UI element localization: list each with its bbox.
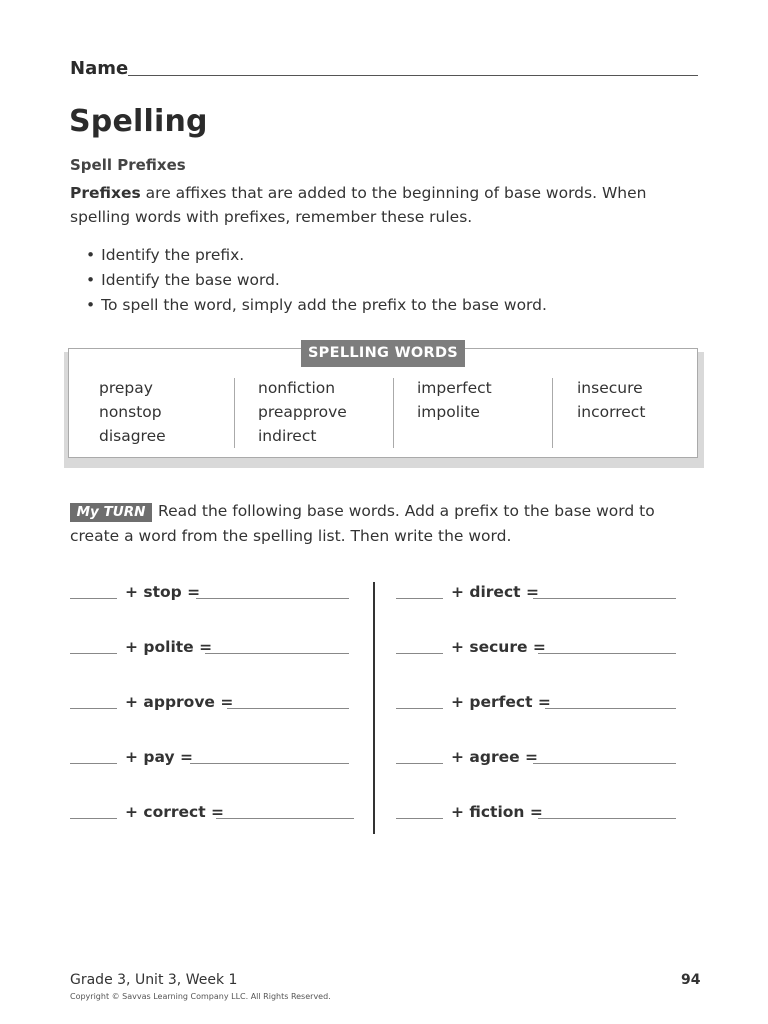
rule-item: • Identify the base word. (86, 268, 547, 293)
answer-blank[interactable] (190, 763, 349, 764)
rule-item: • To spell the word, simply add the prefix to the base word. (86, 293, 547, 318)
answer-blank[interactable] (216, 818, 354, 819)
spelling-word: insecure (577, 379, 643, 397)
answer-blank[interactable] (545, 708, 676, 709)
page-title: Spelling (69, 104, 208, 139)
prefix-blank[interactable] (70, 818, 117, 819)
spelling-word: nonstop (99, 403, 162, 421)
page-number: 94 (681, 972, 701, 988)
footer-grade: Grade 3, Unit 3, Week 1 (70, 972, 238, 988)
answer-blank[interactable] (205, 653, 349, 654)
name-label: Name (70, 58, 129, 79)
spelling-word: incorrect (577, 403, 646, 421)
exercise-prompt: + approve = (125, 693, 234, 711)
exercise-prompt: + fiction = (451, 803, 543, 821)
prefix-blank[interactable] (396, 598, 443, 599)
spelling-word: nonfiction (258, 379, 336, 397)
column-separator (393, 378, 394, 448)
prefix-blank[interactable] (396, 763, 443, 764)
prefix-blank[interactable] (70, 708, 117, 709)
answer-blank[interactable] (538, 818, 676, 819)
spelling-word: imperfect (417, 379, 492, 397)
footer-copyright: Copyright © Savvas Learning Company LLC. All Rights Reserved. (70, 992, 331, 1001)
rule-item: • Identify the prefix. (86, 243, 547, 268)
answer-blank[interactable] (533, 598, 676, 599)
prefix-blank[interactable] (70, 598, 117, 599)
spelling-word: disagree (99, 427, 166, 445)
answer-blank[interactable] (196, 598, 349, 599)
prefix-blank[interactable] (396, 818, 443, 819)
intro-bold-term: Prefixes (70, 184, 141, 202)
spelling-word: indirect (258, 427, 317, 445)
prefix-blank[interactable] (70, 653, 117, 654)
word-column-2 (258, 376, 347, 448)
exercise-prompt: + agree = (451, 748, 538, 766)
section-subtitle: Spell Prefixes (70, 156, 186, 174)
exercise-divider (373, 582, 375, 834)
exercise-prompt: + polite = (125, 638, 213, 656)
exercise-prompt: + stop = (125, 583, 201, 601)
exercise-prompt: + correct = (125, 803, 225, 821)
my-turn-instructions: Read the following base words. Add a prefix to the base word to create a word from the spelling list. Then write the word. (70, 502, 655, 545)
intro-text: are affixes that are added to the beginning of base words. When spelling words with prefixes, remember these rules. (70, 184, 647, 226)
answer-blank[interactable] (533, 763, 676, 764)
prefix-blank[interactable] (396, 708, 443, 709)
word-column-4 (577, 376, 645, 424)
rules-list (86, 243, 547, 318)
prefix-blank[interactable] (396, 653, 443, 654)
spelling-word: prepay (99, 379, 153, 397)
column-separator (552, 378, 553, 448)
answer-blank[interactable] (538, 653, 676, 654)
exercise-prompt: + perfect = (451, 693, 551, 711)
exercise-prompt: + pay = (125, 748, 193, 766)
spelling-word: impolite (417, 403, 480, 421)
exercise-prompt: + direct = (451, 583, 539, 601)
prefix-blank[interactable] (70, 763, 117, 764)
name-field-line[interactable] (128, 75, 698, 76)
word-column-1 (99, 376, 166, 448)
exercise-prompt: + secure = (451, 638, 546, 656)
spelling-words-label: SPELLING WORDS (301, 340, 465, 367)
my-turn-badge: My TURN (70, 503, 152, 522)
intro-paragraph (70, 181, 690, 229)
answer-blank[interactable] (227, 708, 349, 709)
column-separator (234, 378, 235, 448)
word-column-3 (417, 376, 492, 424)
spelling-word: preapprove (258, 403, 347, 421)
